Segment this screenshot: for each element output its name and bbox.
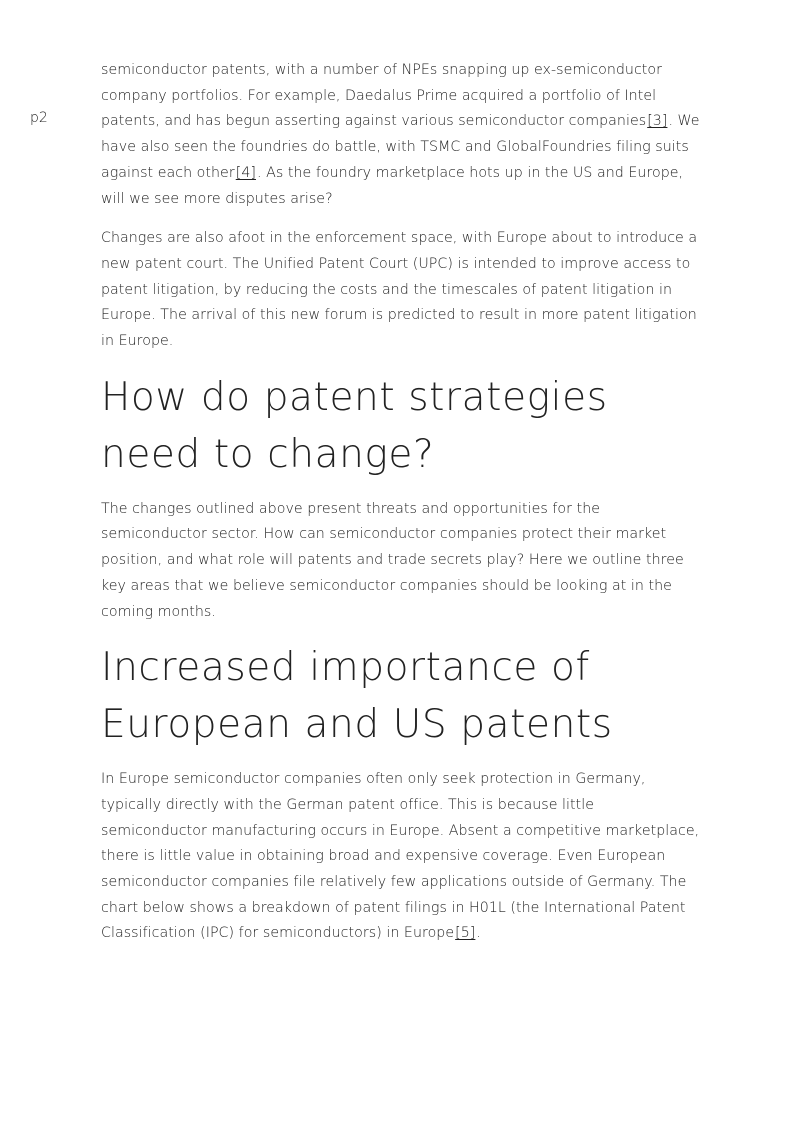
paragraph-npe-disputes: [101, 58, 701, 212]
footnote-link-3[interactable]: [3]: [647, 113, 668, 130]
paragraph-upc: Changes are also afoot in the enforcement space, with Europe about to introduce a new patent court. The Unified Patent Court (UPC) is intended to improve access to patent litigation, by reducing the costs and the timescales of patent litigation in Europe. The arrival of this new forum is predicted to result in more patent litigation in Europe.: [101, 230, 698, 350]
paragraph-text: semiconductor patents, with a number of NPEs snapping up ex-semiconductor company portfolios. For example, Daedalus Prime acquired a portfolio of Intel patents, and has begun asserting against various semiconductor companies: [101, 62, 663, 130]
paragraph-text: . As the foundry marketplace hots up in the US and Europe, will we see more disputes arise?: [101, 164, 684, 207]
article-body: [101, 58, 701, 961]
page-number: p2: [30, 110, 48, 126]
heading-patent-strategies: How do patent strategies need to change?: [101, 374, 608, 477]
footnote-link-5[interactable]: [5]: [455, 925, 476, 942]
paragraph-threats-opportunities: The changes outlined above present threats and opportunities for the semiconductor sector. How can semiconductor companies protect their market position, and what role will patents and trade secrets play? Here we outline three key areas that we believe semiconductor companies should be looking at in the coming months.: [101, 500, 684, 620]
paragraph-text: .: [476, 925, 481, 942]
footnote-link-4[interactable]: [4]: [235, 164, 256, 181]
paragraph-text: In Europe semiconductor companies often only seek protection in Germany, typically directly with the German patent office. This is because little semiconductor manufacturing occurs in Europe. Absent a competitive marketplace, there is little value in obtaining broad and expensive coverage. Even European semiconductor companies file relatively few applications outside of Germany. The chart below shows a breakdown of patent filings in H01L (the International Patent Classification (IPC) for semiconductors) in Europe: [101, 771, 700, 942]
paragraph-text: . We have also seen the foundries do battle, with TSMC and GlobalFoundries filing suits against each other: [101, 113, 700, 181]
paragraph-germany-filings: [101, 767, 701, 947]
heading-european-us-patents: Increased importance of European and US patents: [101, 645, 613, 748]
